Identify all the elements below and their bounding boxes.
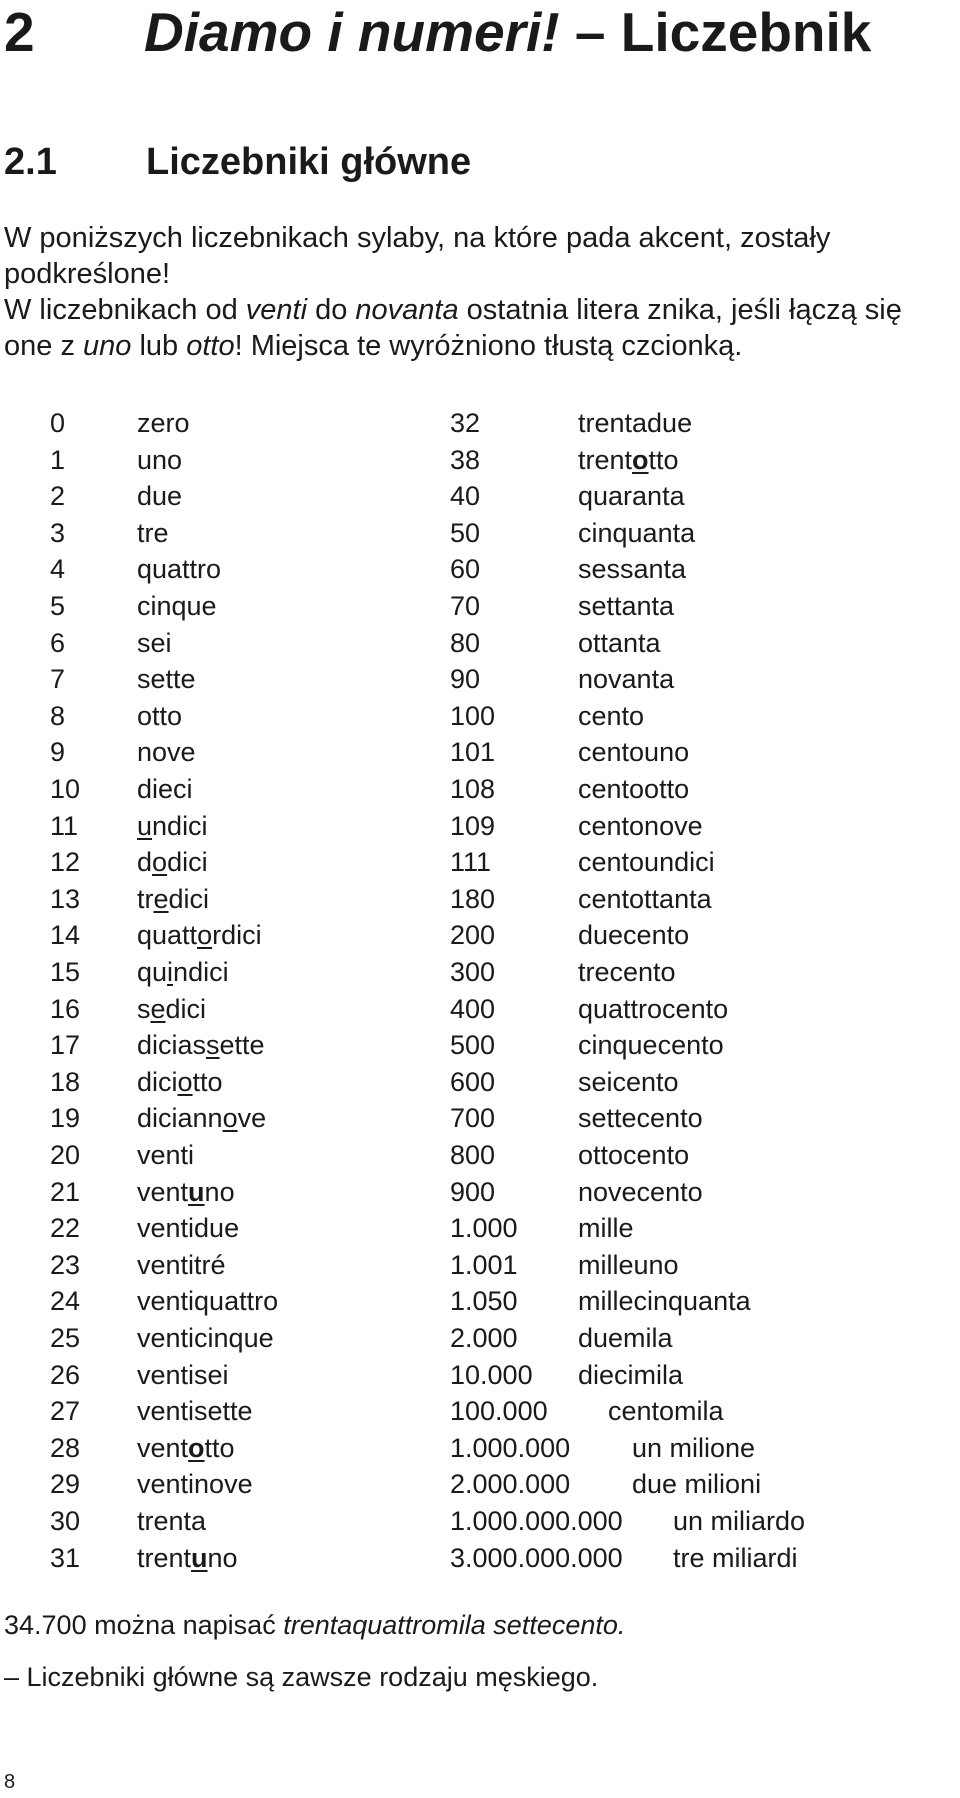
numeral-word: diciassette [137, 1030, 265, 1060]
numeral-digits: 3.000.000.000 [450, 1543, 623, 1573]
table-row [0, 881, 960, 917]
numeral-digits: 10.000 [450, 1360, 533, 1390]
numeral-word: cento [578, 701, 645, 731]
numeral-word: ventisette [137, 1396, 253, 1426]
numeral-digits: 900 [450, 1177, 496, 1207]
numeral-word: centootto [578, 774, 690, 804]
numeral-word: sei [137, 628, 172, 658]
numeral-digits: 11 [50, 811, 79, 841]
intro-italic-venti: venti [245, 294, 308, 326]
numeral-digits: 29 [50, 1469, 81, 1499]
numeral-word: dodici [137, 847, 208, 877]
numeral-digits: 18 [50, 1067, 81, 1097]
intro-line-1: W poniższych liczebnikach sylaby, na które pada akcent, zostały podkreślone! [4, 222, 831, 290]
numeral-word: centoundici [578, 847, 715, 877]
table-row [0, 588, 960, 624]
note-text: – Liczebniki główne są zawsze rodzaju męskiego. [4, 1662, 599, 1692]
numeral-word: trentuno [137, 1543, 238, 1573]
numeral-word: settecento [578, 1103, 703, 1133]
numeral-digits: 180 [450, 884, 496, 914]
numeral-word: ventitré [137, 1250, 226, 1280]
table-row [0, 515, 960, 551]
numeral-word: sette [137, 664, 196, 694]
numeral-word: sessanta [578, 554, 687, 584]
example-italic: trentaquattromila settecento. [283, 1610, 626, 1640]
numeral-word: cinque [137, 591, 217, 621]
numeral-digits: 108 [450, 774, 496, 804]
numeral-word: quaranta [578, 481, 685, 511]
table-row [0, 954, 960, 990]
numeral-word: mille [578, 1213, 634, 1243]
table-row [0, 1210, 960, 1246]
table-row [0, 1503, 960, 1539]
table-row [0, 1174, 960, 1210]
numeral-word: quattrocento [578, 994, 729, 1024]
numeral-word: ventisei [137, 1360, 229, 1390]
numeral-digits: 50 [450, 518, 481, 548]
numeral-digits: 70 [450, 591, 481, 621]
numeral-word: un miliardo [673, 1506, 806, 1536]
table-row [0, 1064, 960, 1100]
table-row [0, 551, 960, 587]
numeral-digits: 1.000.000.000 [450, 1506, 623, 1536]
numeral-digits: 200 [450, 920, 496, 950]
intro-text: ostatnia litera znika, jeśli łączą się one z [4, 294, 902, 362]
numeral-word: quindici [137, 957, 229, 987]
table-row [0, 1466, 960, 1502]
numeral-word: centouno [578, 737, 690, 767]
numeral-digits: 0 [50, 408, 66, 438]
numeral-word: milleuno [578, 1250, 679, 1280]
numeral-digits: 7 [50, 664, 66, 694]
numeral-word: novecento [578, 1177, 703, 1207]
table-row [0, 1027, 960, 1063]
table-row [0, 771, 960, 807]
section-number: 2.1 [4, 141, 57, 183]
numeral-word: novanta [578, 664, 675, 694]
numeral-digits: 800 [450, 1140, 496, 1170]
table-row [0, 405, 960, 441]
numeral-digits: 27 [50, 1396, 81, 1426]
numeral-digits: 111 [450, 847, 492, 877]
numeral-digits: 90 [450, 664, 481, 694]
stressed-syllable: u [191, 1543, 208, 1573]
numeral-word: seicento [578, 1067, 679, 1097]
table-row [0, 478, 960, 514]
numeral-word: quattro [137, 554, 222, 584]
intro-italic-otto: otto [186, 330, 235, 362]
numeral-word: duecento [578, 920, 690, 950]
numeral-digits: 500 [450, 1030, 496, 1060]
numeral-word: diciannove [137, 1103, 267, 1133]
numeral-word: ventidue [137, 1213, 240, 1243]
stressed-syllable: i [167, 957, 174, 987]
numeral-digits: 100 [450, 701, 496, 731]
numeral-word: diciotto [137, 1067, 223, 1097]
numeral-digits: 1 [50, 445, 66, 475]
numeral-word: otto [137, 701, 183, 731]
numeral-digits: 16 [50, 994, 81, 1024]
numeral-digits: 3 [50, 518, 66, 548]
numeral-digits: 1.001 [450, 1250, 518, 1280]
numeral-digits: 9 [50, 737, 66, 767]
stressed-syllable: o [177, 1067, 193, 1097]
stressed-syllable: u [188, 1177, 205, 1207]
intro-text: ! Miejsca te wyróżniono tłustą czcionką. [234, 330, 743, 362]
numeral-word: trentotto [578, 445, 679, 475]
numeral-digits: 19 [50, 1103, 81, 1133]
numeral-word: centottanta [578, 884, 712, 914]
numeral-digits: 8 [50, 701, 66, 731]
intro-italic-uno: uno [83, 330, 132, 362]
numeral-word: tre [137, 518, 169, 548]
example-text: 34.700 można napisać [4, 1610, 284, 1640]
table-row [0, 808, 960, 844]
numeral-digits: 26 [50, 1360, 81, 1390]
numeral-word: cinquecento [578, 1030, 724, 1060]
numeral-digits: 15 [50, 957, 81, 987]
numeral-digits: 31 [50, 1543, 81, 1573]
table-row [0, 991, 960, 1027]
numeral-word: tre miliardi [673, 1543, 798, 1573]
stressed-syllable: o [197, 920, 213, 950]
numeral-digits: 5 [50, 591, 66, 621]
stressed-syllable: o [152, 847, 168, 877]
numeral-word: centomila [608, 1396, 724, 1426]
numeral-word: ottocento [578, 1140, 690, 1170]
numeral-digits: 1.050 [450, 1286, 518, 1316]
intro-text: do [307, 294, 356, 326]
stressed-syllable: o [188, 1433, 205, 1463]
table-row [0, 844, 960, 880]
numeral-word: quattordici [137, 920, 262, 950]
numeral-word: trecento [578, 957, 676, 987]
numeral-digits: 4 [50, 554, 66, 584]
numeral-word: cinquanta [578, 518, 696, 548]
table-row [0, 1430, 960, 1466]
table-row [0, 1100, 960, 1136]
numeral-digits: 38 [450, 445, 481, 475]
table-row [0, 1320, 960, 1356]
stressed-syllable: e [153, 884, 169, 914]
table-row [0, 625, 960, 661]
numeral-word: ventuno [137, 1177, 235, 1207]
numeral-word: ventiquattro [137, 1286, 279, 1316]
stressed-syllable: s [206, 1030, 220, 1060]
numeral-word: trentadue [578, 408, 693, 438]
numeral-digits: 25 [50, 1323, 81, 1353]
section-title [4, 140, 471, 184]
stressed-syllable: o [632, 445, 649, 475]
numeral-digits: 28 [50, 1433, 81, 1463]
numeral-word: millecinquanta [578, 1286, 751, 1316]
table-row [0, 698, 960, 734]
numeral-word: venticinque [137, 1323, 274, 1353]
page-number: 8 [4, 1771, 16, 1793]
numeral-digits: 23 [50, 1250, 81, 1280]
numeral-digits: 2 [50, 481, 66, 511]
numeral-digits: 300 [450, 957, 496, 987]
intro-text: W liczebnikach od [4, 294, 246, 326]
example-sentence [4, 1608, 625, 1642]
numeral-digits: 700 [450, 1103, 496, 1133]
numeral-digits: 100.000 [450, 1396, 548, 1426]
numeral-digits: 20 [50, 1140, 81, 1170]
table-row [0, 1137, 960, 1173]
numeral-word: ventotto [137, 1433, 235, 1463]
section-title-text: Liczebniki główne [146, 141, 472, 183]
table-row [0, 1247, 960, 1283]
numeral-digits: 40 [450, 481, 481, 511]
numeral-word: centonove [578, 811, 703, 841]
numeral-digits: 1.000 [450, 1213, 518, 1243]
chapter-title-rest: – Liczebnik [559, 1, 872, 63]
numeral-digits: 2.000.000 [450, 1469, 571, 1499]
stressed-syllable: e [150, 994, 166, 1024]
numeral-word: sedici [137, 994, 207, 1024]
numeral-digits: 22 [50, 1213, 81, 1243]
chapter-title [4, 2, 871, 62]
numeral-digits: 21 [50, 1177, 81, 1207]
numeral-digits: 2.000 [450, 1323, 518, 1353]
numeral-digits: 80 [450, 628, 481, 658]
numeral-digits: 12 [50, 847, 81, 877]
stressed-syllable: o [222, 1103, 238, 1133]
stressed-syllable: u [137, 811, 153, 841]
numeral-digits: 600 [450, 1067, 496, 1097]
numeral-word: ventinove [137, 1469, 253, 1499]
numeral-word: un milione [632, 1433, 756, 1463]
numeral-digits: 60 [450, 554, 481, 584]
numeral-digits: 6 [50, 628, 66, 658]
numeral-word: diecimila [578, 1360, 684, 1390]
table-row [0, 1357, 960, 1393]
numeral-word: zero [137, 408, 190, 438]
numeral-digits: 10 [50, 774, 81, 804]
numeral-digits: 32 [450, 408, 481, 438]
intro-italic-novanta: novanta [355, 294, 459, 326]
table-row [0, 661, 960, 697]
numeral-word: tredici [137, 884, 210, 914]
table-row [0, 1393, 960, 1429]
numeral-word: ottanta [578, 628, 661, 658]
numbers-table [0, 405, 960, 1575]
numeral-digits: 30 [50, 1506, 81, 1536]
table-row [0, 917, 960, 953]
numeral-word: due [137, 481, 183, 511]
numeral-digits: 13 [50, 884, 81, 914]
table-row [0, 734, 960, 770]
numeral-digits: 101 [450, 737, 496, 767]
numeral-digits: 17 [50, 1030, 81, 1060]
numeral-word: settanta [578, 591, 675, 621]
numeral-digits: 109 [450, 811, 496, 841]
numeral-word: trenta [137, 1506, 207, 1536]
intro-text: lub [131, 330, 187, 362]
numeral-word: venti [137, 1140, 195, 1170]
numeral-word: nove [137, 737, 196, 767]
table-row [0, 1540, 960, 1576]
numeral-word: duemila [578, 1323, 673, 1353]
intro-paragraph [4, 220, 954, 364]
numeral-digits: 1.000.000 [450, 1433, 571, 1463]
numeral-digits: 400 [450, 994, 496, 1024]
numeral-digits: 14 [50, 920, 81, 950]
chapter-title-italic: Diamo i numeri! [144, 1, 560, 63]
table-row [0, 442, 960, 478]
numeral-digits: 24 [50, 1286, 81, 1316]
numeral-word: due milioni [632, 1469, 762, 1499]
chapter-number: 2 [4, 1, 35, 63]
table-row [0, 1283, 960, 1319]
numeral-word: uno [137, 445, 183, 475]
numeral-word: dieci [137, 774, 193, 804]
numeral-word: undici [137, 811, 208, 841]
